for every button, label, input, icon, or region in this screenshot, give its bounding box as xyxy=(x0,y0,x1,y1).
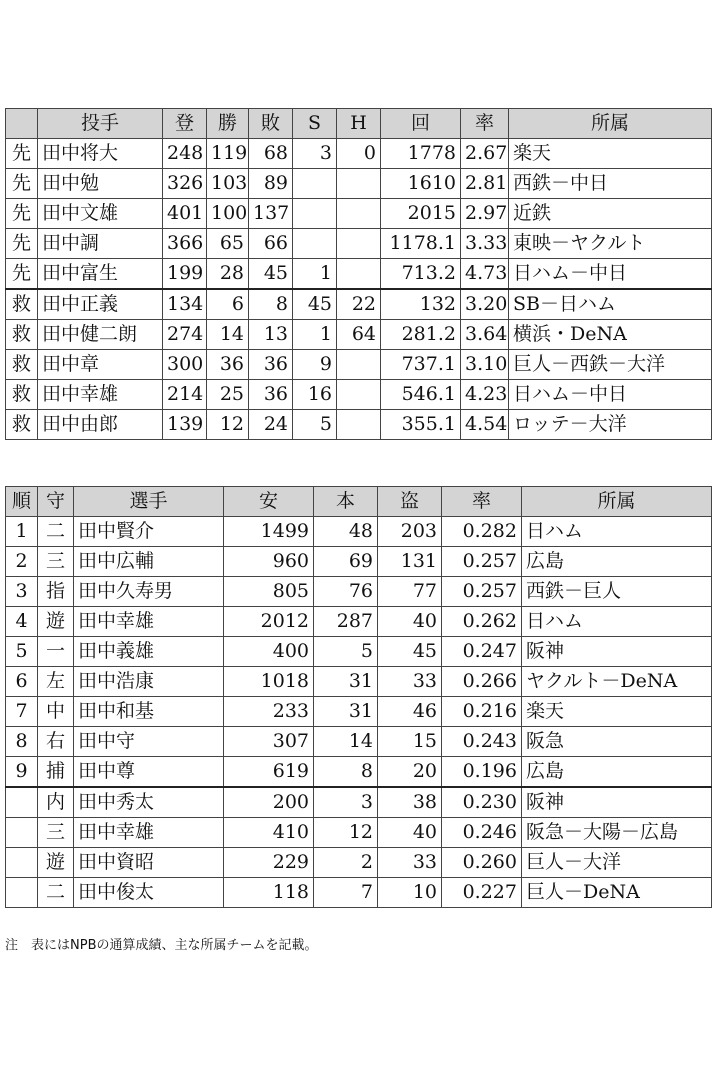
table-cell: 118 xyxy=(224,878,314,908)
table-cell: 6 xyxy=(207,289,249,320)
table-cell: 9 xyxy=(6,757,38,788)
table-cell: 日ハム－中日 xyxy=(509,380,712,410)
table-cell: 近鉄 xyxy=(509,199,712,229)
batters-header-cell: 安 xyxy=(224,487,314,517)
table-cell: 日ハム－中日 xyxy=(509,259,712,290)
table-cell: 287 xyxy=(314,607,378,637)
table-cell: 阪急－大陽－広島 xyxy=(522,818,712,848)
table-row xyxy=(6,320,712,350)
batters-header-cell: 率 xyxy=(442,487,522,517)
batters-header-cell: 順 xyxy=(6,487,38,517)
table-row xyxy=(6,139,712,169)
table-cell: 三 xyxy=(38,818,74,848)
table-row xyxy=(6,350,712,380)
table-cell: 0.196 xyxy=(442,757,522,788)
table-cell: 田中勉 xyxy=(38,169,163,199)
table-cell: 阪神 xyxy=(522,787,712,818)
table-cell: 713.2 xyxy=(381,259,461,290)
table-cell: 5 xyxy=(314,637,378,667)
table-cell: 2.97 xyxy=(461,199,509,229)
table-cell: 田中浩康 xyxy=(74,667,224,697)
table-cell: 9 xyxy=(293,350,337,380)
table-cell: 0.262 xyxy=(442,607,522,637)
table-cell xyxy=(337,229,381,259)
table-cell: 33 xyxy=(378,667,442,697)
table-cell: 36 xyxy=(249,350,293,380)
footnote: 注 表にはNPBの通算成績、主な所属チームを記載。 xyxy=(5,938,318,953)
table-cell: 69 xyxy=(314,547,378,577)
table-cell: 355.1 xyxy=(381,410,461,440)
table-cell: 3.10 xyxy=(461,350,509,380)
table-cell: 0 xyxy=(337,139,381,169)
table-cell: 日ハム xyxy=(522,517,712,547)
table-cell: 田中守 xyxy=(74,727,224,757)
table-cell: 1178.1 xyxy=(381,229,461,259)
table-row xyxy=(6,667,712,697)
table-cell: 0.230 xyxy=(442,787,522,818)
table-cell: 7 xyxy=(6,697,38,727)
batters-header-cell: 盗 xyxy=(378,487,442,517)
table-cell: 10 xyxy=(378,878,442,908)
table-cell: 20 xyxy=(378,757,442,788)
table-cell: 3 xyxy=(314,787,378,818)
table-cell: 3 xyxy=(6,577,38,607)
table-cell xyxy=(293,229,337,259)
table-cell: 45 xyxy=(378,637,442,667)
table-cell: 田中由郎 xyxy=(38,410,163,440)
table-cell: 16 xyxy=(293,380,337,410)
table-cell: 737.1 xyxy=(381,350,461,380)
table-cell: 410 xyxy=(224,818,314,848)
table-cell: 401 xyxy=(163,199,207,229)
table-cell: 300 xyxy=(163,350,207,380)
table-cell: 25 xyxy=(207,380,249,410)
table-cell: 805 xyxy=(224,577,314,607)
table-cell: 巨人－西鉄－大洋 xyxy=(509,350,712,380)
table-cell: 28 xyxy=(207,259,249,290)
table-cell: 77 xyxy=(378,577,442,607)
table-cell: 2 xyxy=(6,547,38,577)
table-cell: 5 xyxy=(6,637,38,667)
table-cell: 40 xyxy=(378,607,442,637)
pitchers-header-cell: 勝 xyxy=(207,109,249,139)
pitchers-header-cell: H xyxy=(337,109,381,139)
table-cell: 3.64 xyxy=(461,320,509,350)
table-cell: 田中俊太 xyxy=(74,878,224,908)
table-cell: 132 xyxy=(381,289,461,320)
table-cell: 先 xyxy=(6,199,38,229)
table-cell: 45 xyxy=(293,289,337,320)
table-cell: 0.257 xyxy=(442,577,522,607)
batters-body xyxy=(6,517,712,908)
pitchers-header-cell: 率 xyxy=(461,109,509,139)
table-cell: 広島 xyxy=(522,757,712,788)
table-row xyxy=(6,517,712,547)
table-cell: 233 xyxy=(224,697,314,727)
table-cell: 救 xyxy=(6,350,38,380)
table-cell: 76 xyxy=(314,577,378,607)
table-cell: 中 xyxy=(38,697,74,727)
table-cell: 広島 xyxy=(522,547,712,577)
table-cell: 1 xyxy=(293,259,337,290)
table-cell: 右 xyxy=(38,727,74,757)
table-cell: SB－日ハム xyxy=(509,289,712,320)
table-cell: 64 xyxy=(337,320,381,350)
table-cell: 田中章 xyxy=(38,350,163,380)
table-row xyxy=(6,169,712,199)
table-cell: 田中秀太 xyxy=(74,787,224,818)
table-cell: 36 xyxy=(249,380,293,410)
table-cell: 14 xyxy=(314,727,378,757)
table-cell: 7 xyxy=(314,878,378,908)
table-cell: 0.257 xyxy=(442,547,522,577)
table-cell: 1 xyxy=(293,320,337,350)
table-cell: ヤクルト－DeNA xyxy=(522,667,712,697)
table-cell: 8 xyxy=(314,757,378,788)
table-row xyxy=(6,410,712,440)
table-row xyxy=(6,199,712,229)
table-row xyxy=(6,757,712,788)
table-cell: 3 xyxy=(293,139,337,169)
table-cell: 15 xyxy=(378,727,442,757)
batters-header-cell: 守 xyxy=(38,487,74,517)
table-cell: 248 xyxy=(163,139,207,169)
table-cell: 阪神 xyxy=(522,637,712,667)
table-cell: 田中調 xyxy=(38,229,163,259)
table-cell: 先 xyxy=(6,169,38,199)
table-cell: 三 xyxy=(38,547,74,577)
pitchers-header-cell: 登 xyxy=(163,109,207,139)
table-cell: 229 xyxy=(224,848,314,878)
table-cell: 田中文雄 xyxy=(38,199,163,229)
table-row xyxy=(6,289,712,320)
table-cell: 巨人－DeNA xyxy=(522,878,712,908)
pitchers-header-cell: S xyxy=(293,109,337,139)
table-cell: 619 xyxy=(224,757,314,788)
table-cell: 45 xyxy=(249,259,293,290)
table-cell: 137 xyxy=(249,199,293,229)
table-row xyxy=(6,697,712,727)
table-cell: 2.81 xyxy=(461,169,509,199)
table-cell xyxy=(337,380,381,410)
table-cell: 199 xyxy=(163,259,207,290)
table-cell: 0.247 xyxy=(442,637,522,667)
table-cell: 31 xyxy=(314,667,378,697)
table-row xyxy=(6,607,712,637)
table-cell: 田中賢介 xyxy=(74,517,224,547)
pitchers-header-cell: 敗 xyxy=(249,109,293,139)
table-cell: 3.20 xyxy=(461,289,509,320)
table-cell: 326 xyxy=(163,169,207,199)
batters-header-cell: 選手 xyxy=(74,487,224,517)
table-cell: 指 xyxy=(38,577,74,607)
table-cell: 46 xyxy=(378,697,442,727)
table-cell: 田中幸雄 xyxy=(74,607,224,637)
table-cell: 24 xyxy=(249,410,293,440)
table-cell: 203 xyxy=(378,517,442,547)
table-cell: 2012 xyxy=(224,607,314,637)
table-cell: 119 xyxy=(207,139,249,169)
table-cell: 1778 xyxy=(381,139,461,169)
table-cell: 田中富生 xyxy=(38,259,163,290)
table-cell: 楽天 xyxy=(509,139,712,169)
table-cell: 5 xyxy=(293,410,337,440)
pitchers-header-row xyxy=(6,109,712,139)
table-cell: 6 xyxy=(6,667,38,697)
table-cell: 8 xyxy=(249,289,293,320)
table-row xyxy=(6,380,712,410)
table-cell: 65 xyxy=(207,229,249,259)
table-cell: 先 xyxy=(6,259,38,290)
table-cell: 阪急 xyxy=(522,727,712,757)
pitchers-header-cell: 投手 xyxy=(38,109,163,139)
table-cell: 田中尊 xyxy=(74,757,224,788)
table-cell: 200 xyxy=(224,787,314,818)
table-cell: 救 xyxy=(6,289,38,320)
table-cell: 救 xyxy=(6,380,38,410)
table-cell: 33 xyxy=(378,848,442,878)
table-cell: 0.243 xyxy=(442,727,522,757)
table-cell: 捕 xyxy=(38,757,74,788)
table-row xyxy=(6,577,712,607)
table-cell: 103 xyxy=(207,169,249,199)
table-cell: 左 xyxy=(38,667,74,697)
table-cell: 0.260 xyxy=(442,848,522,878)
table-cell: 横浜・DeNA xyxy=(509,320,712,350)
table-cell: 8 xyxy=(6,727,38,757)
table-cell: 田中義雄 xyxy=(74,637,224,667)
pitchers-header-cell xyxy=(6,109,38,139)
table-cell: 先 xyxy=(6,139,38,169)
batters-header-cell: 本 xyxy=(314,487,378,517)
table-cell: 1610 xyxy=(381,169,461,199)
table-cell xyxy=(293,169,337,199)
table-cell: 0.282 xyxy=(442,517,522,547)
pitchers-header-cell: 回 xyxy=(381,109,461,139)
table-cell xyxy=(337,259,381,290)
table-cell: ロッテ－大洋 xyxy=(509,410,712,440)
table-cell: 4.54 xyxy=(461,410,509,440)
table-cell: 36 xyxy=(207,350,249,380)
table-cell: 2015 xyxy=(381,199,461,229)
pitchers-body xyxy=(6,139,712,440)
table-cell: 0.227 xyxy=(442,878,522,908)
table-cell: 1018 xyxy=(224,667,314,697)
batters-table xyxy=(5,486,712,908)
table-cell: 12 xyxy=(314,818,378,848)
table-cell: 田中正義 xyxy=(38,289,163,320)
table-cell xyxy=(337,350,381,380)
table-cell: 巨人－大洋 xyxy=(522,848,712,878)
table-cell: 4 xyxy=(6,607,38,637)
table-cell: 楽天 xyxy=(522,697,712,727)
table-cell: 田中幸雄 xyxy=(74,818,224,848)
table-cell: 31 xyxy=(314,697,378,727)
pitchers-table xyxy=(5,108,712,440)
table-cell: 48 xyxy=(314,517,378,547)
table-cell: 田中将大 xyxy=(38,139,163,169)
table-cell: 日ハム xyxy=(522,607,712,637)
table-cell: 13 xyxy=(249,320,293,350)
table-cell: 366 xyxy=(163,229,207,259)
table-cell: 西鉄－巨人 xyxy=(522,577,712,607)
table-row xyxy=(6,848,712,878)
table-row xyxy=(6,229,712,259)
table-cell: 274 xyxy=(163,320,207,350)
table-cell: 68 xyxy=(249,139,293,169)
table-cell: 1 xyxy=(6,517,38,547)
table-row xyxy=(6,547,712,577)
table-cell: 0.266 xyxy=(442,667,522,697)
table-cell: 田中資昭 xyxy=(74,848,224,878)
table-cell: 西鉄－中日 xyxy=(509,169,712,199)
table-cell: 遊 xyxy=(38,848,74,878)
table-cell xyxy=(6,878,38,908)
batters-header-cell: 所属 xyxy=(522,487,712,517)
table-cell: 214 xyxy=(163,380,207,410)
table-cell xyxy=(293,199,337,229)
table-cell: 2.67 xyxy=(461,139,509,169)
table-cell: 12 xyxy=(207,410,249,440)
table-cell: 一 xyxy=(38,637,74,667)
table-cell: 田中広輔 xyxy=(74,547,224,577)
table-row xyxy=(6,787,712,818)
table-cell: 134 xyxy=(163,289,207,320)
table-cell: 100 xyxy=(207,199,249,229)
table-cell: 救 xyxy=(6,320,38,350)
table-cell: 400 xyxy=(224,637,314,667)
table-cell xyxy=(337,169,381,199)
table-cell xyxy=(337,410,381,440)
table-cell: 307 xyxy=(224,727,314,757)
table-cell: 4.23 xyxy=(461,380,509,410)
table-cell: 960 xyxy=(224,547,314,577)
pitchers-header-cell: 所属 xyxy=(509,109,712,139)
table-cell: 89 xyxy=(249,169,293,199)
table-row xyxy=(6,878,712,908)
table-cell: 1499 xyxy=(224,517,314,547)
table-cell: 0.246 xyxy=(442,818,522,848)
table-cell: 田中久寿男 xyxy=(74,577,224,607)
table-cell xyxy=(6,848,38,878)
table-cell: 22 xyxy=(337,289,381,320)
table-cell: 139 xyxy=(163,410,207,440)
table-cell: 131 xyxy=(378,547,442,577)
table-row xyxy=(6,259,712,290)
table-cell: 546.1 xyxy=(381,380,461,410)
table-cell xyxy=(337,199,381,229)
table-cell: 田中和基 xyxy=(74,697,224,727)
table-cell: 二 xyxy=(38,517,74,547)
table-row xyxy=(6,637,712,667)
table-cell: 内 xyxy=(38,787,74,818)
table-row xyxy=(6,818,712,848)
table-cell: 14 xyxy=(207,320,249,350)
table-cell: 4.73 xyxy=(461,259,509,290)
table-cell xyxy=(6,787,38,818)
table-cell: 2 xyxy=(314,848,378,878)
batters-header-row xyxy=(6,487,712,517)
table-cell: 0.216 xyxy=(442,697,522,727)
table-cell: 田中幸雄 xyxy=(38,380,163,410)
table-cell: 遊 xyxy=(38,607,74,637)
table-row xyxy=(6,727,712,757)
table-cell: 281.2 xyxy=(381,320,461,350)
table-cell: 40 xyxy=(378,818,442,848)
table-cell: 38 xyxy=(378,787,442,818)
table-cell: 3.33 xyxy=(461,229,509,259)
table-cell: 先 xyxy=(6,229,38,259)
table-cell: 二 xyxy=(38,878,74,908)
table-cell xyxy=(6,818,38,848)
table-cell: 田中健二朗 xyxy=(38,320,163,350)
table-cell: 救 xyxy=(6,410,38,440)
table-cell: 66 xyxy=(249,229,293,259)
table-cell: 東映－ヤクルト xyxy=(509,229,712,259)
